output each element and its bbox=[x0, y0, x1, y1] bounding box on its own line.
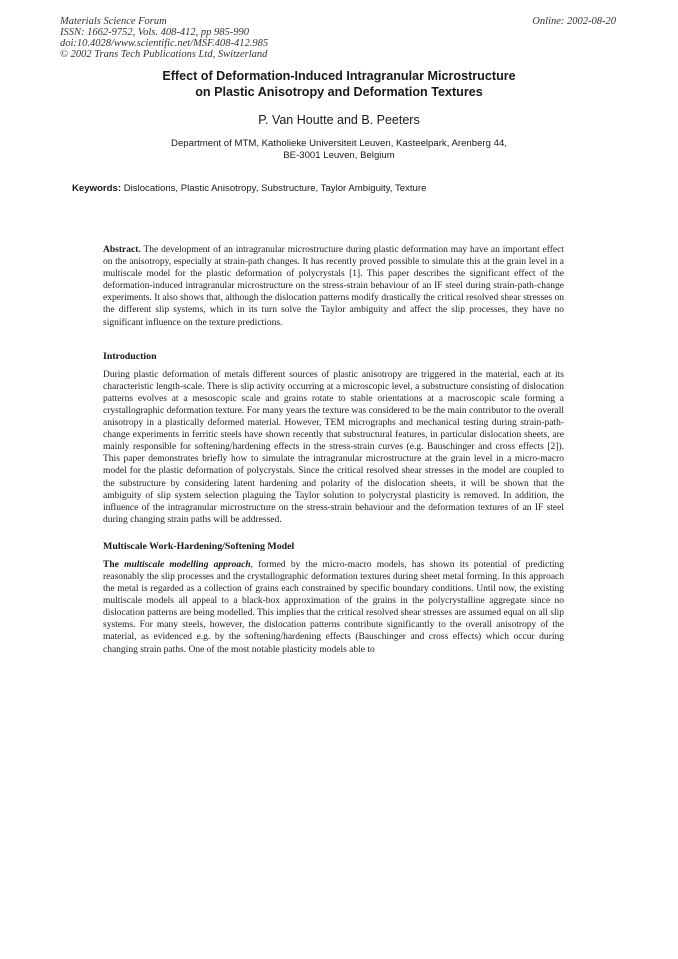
multiscale-lead-italic: multiscale modelling approach bbox=[124, 559, 251, 570]
affiliation-line-2: BE-3001 Leuven, Belgium bbox=[283, 150, 395, 161]
keywords-label: Keywords: bbox=[72, 183, 122, 194]
multiscale-text: , formed by the micro-macro models, has shown its potential of predicting reasonably the slip processes and the crystallographic deformation textures during sheet metal forming. In this approach the metal is regarded as a collection of grains each constrained by specific boundary conditions. Until now, the existing multiscale models all appeal to a black-box approximation of the grains in the polycrystalline aggregate since no dislocation patterns are being modelled. This implies that the critical resolved shear stresses are assumed equal on all slip systems. For many steels, however, the dislocation patterns contribute significantly to the overall anisotropy of the material, as evidenced e.g. by the softening/hardening effects (Bauschinger and cross effects) which occur during changing strain paths. One of the most notable plasticity models able to bbox=[103, 559, 564, 655]
doi-line[interactable]: doi:10.4028/www.scientific.net/MSF.408-412.985 bbox=[60, 38, 269, 49]
multiscale-heading: Multiscale Work-Hardening/Softening Model bbox=[103, 540, 295, 552]
authors: P. Van Houtte and B. Peeters bbox=[258, 113, 420, 127]
keywords bbox=[72, 183, 426, 194]
paper-title bbox=[60, 68, 618, 100]
abstract bbox=[103, 244, 564, 329]
abstract-label: Abstract. bbox=[103, 245, 141, 255]
journal-name: Materials Science Forum bbox=[60, 16, 167, 27]
issn-line: ISSN: 1662-9752, Vols. 408-412, pp 985-990 bbox=[60, 27, 249, 38]
abstract-text: The development of an intragranular microstructure during plastic deformation may have an important effect on the anisotropy, especially at strain-path changes. It has recently proved possible to simulate this at the grain level in a multiscale model for the plastic deformation of polycrystals [1]. This paper describes the significant effect of the deformation-induced intragranular microstructure on the stress-strain behaviour of an IF steel during strain-path-change experiments. It also shows that, although the dislocation patterns modify drastically the critical resolved shear stresses on the different slip systems, which in its turn solve the Taylor ambiguity and affect the slip processes, they have no significant influence on the texture predictions. bbox=[103, 245, 564, 328]
introduction-paragraph: During plastic deformation of metals different sources of plastic anisotropy are triggered in the material, each at its characteristic length-scale. There is slip activity occurring at a microscopic level, a substructure consisting of dislocation patterns evolves at a mesoscopic scale and grains rotate to stable orientations at a macroscopic scale forming a crystallographic deformation texture. For many years the texture was considered to be the main contributor to the overall anisotropy in a plastically deformed material. However, TEM micrographs and mechanical testing during strain-path-change experiments in ferritic steels have shown recently that substructural features, in particular dislocation sheets, are mainly responsible for softening/hardening effects in the stress-strain curves (e.g. Bauschinger and cross effects [2]). This paper demonstrates briefly how to simulate the intragranular microstructure at the grain level in a micro-macro model for the plastic deformation of polycrystals. Since the critical resolved shear stresses in the model are coupled to the substructure by considering latent hardening and polarity of the dislocation sheets, it will be shown that the ambiguity of slip system selection plaguing the Taylor solution to polycrystal plasticity is removed. In addition, the influence of the intragranular microstructure on the stress-strain behaviour and the deformation textures of an IF steel during changing strain paths will be addressed. bbox=[103, 369, 564, 525]
introduction-heading: Introduction bbox=[103, 350, 157, 362]
title-line-1: Effect of Deformation-Induced Intragranular Microstructure bbox=[162, 69, 516, 83]
title-line-2: on Plastic Anisotropy and Deformation Textures bbox=[195, 85, 483, 99]
keywords-list: Dislocations, Plastic Anisotropy, Substructure, Taylor Ambiguity, Texture bbox=[121, 183, 427, 194]
online-date: Online: 2002-08-20 bbox=[532, 16, 616, 27]
multiscale-paragraph bbox=[103, 559, 564, 656]
multiscale-lead: The bbox=[103, 559, 125, 570]
paper-body bbox=[103, 244, 564, 656]
journal-metadata bbox=[60, 16, 268, 60]
affiliation-line-1: Department of MTM, Katholieke Universiteit Leuven, Kasteelpark, Arenberg 44, bbox=[171, 138, 507, 149]
affiliation bbox=[90, 138, 588, 162]
copyright-line: © 2002 Trans Tech Publications Ltd, Switzerland bbox=[60, 49, 268, 60]
